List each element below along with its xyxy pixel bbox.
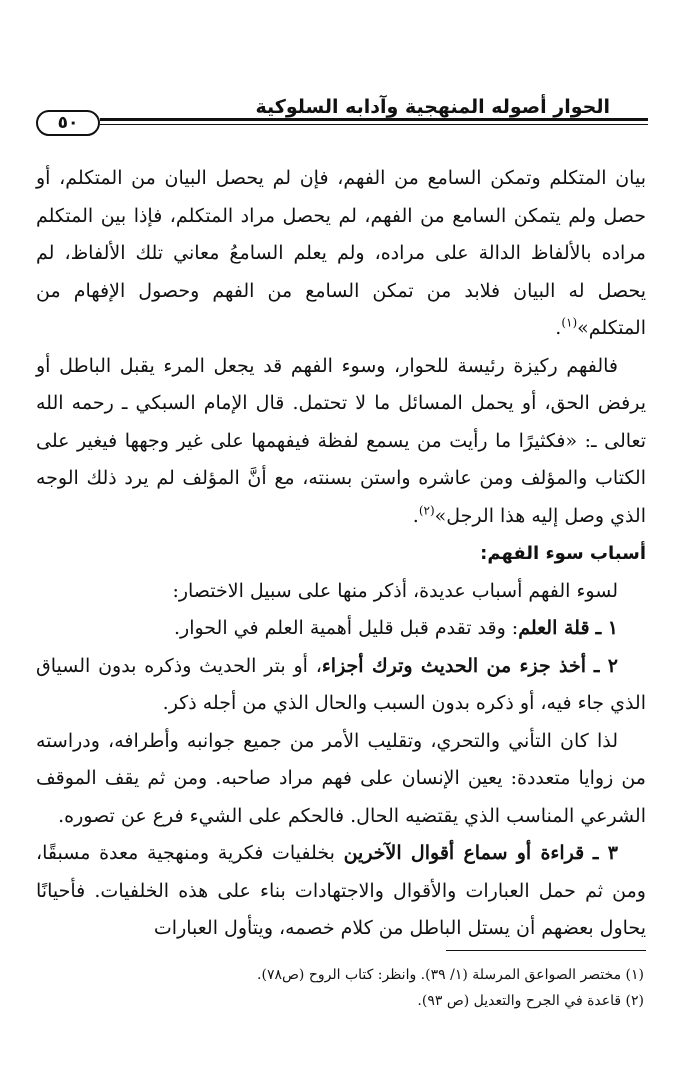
list-item-2-number: ٢ ـ	[593, 654, 619, 677]
main-text	[36, 160, 646, 948]
running-title: الحوار أصوله المنهجية وآدابه السلوكية	[255, 96, 610, 118]
footnote-1: (١) مختصر الصواعق المرسلة (١/ ٣٩). وانظر: كتاب الروح (ص٧٨).	[257, 967, 644, 983]
list-item-3-title: قراءة أو سماع أقوال الآخرين	[343, 842, 585, 864]
paragraph-1-text: بيان المتكلم وتمكن السامع من الفهم، فإن لم يحصل البيان من المتكلم، أو حصل ولم يتمكن السامع من الفهم، لم يحصل مراد المتكلم، فإذا بين المتكلم مراده بالألفاظ الدالة على مراده، ولم يعلم السامعُ معاني تلك الألفاظ، لم يحصل له البيان فلابد من تمكن السامع من الفهم وحصول الإفهام من المتكلم»	[36, 167, 646, 339]
paragraph-1	[36, 160, 646, 348]
section-heading: أسباب سوء الفهم:	[480, 543, 646, 564]
footnote-ref-1: (١)	[561, 315, 578, 330]
list-item-2-title: أخذ جزء من الحديث وترك أجزاء	[321, 654, 587, 677]
footnotes	[38, 962, 644, 1014]
header-rule-thick	[100, 118, 648, 121]
list-item-1-text: : وقد تقدم قبل قليل أهمية العلم في الحوار.	[173, 617, 519, 639]
list-item-3-text: بخلفيات فكرية ومنهجية معدة مسبقًا، ومن ثم حمل العبارات والأقوال والاجتهادات بناء على هذه الخلفيات. فأحيانًا يحاول بعضهم أن يستل الباطل من كلام خصمه، ويتأول العبارات	[36, 842, 646, 939]
paragraph-2	[36, 348, 646, 536]
list-item-1-title: قلة العلم	[518, 617, 590, 639]
page-number: ٥٠	[36, 110, 100, 136]
paragraph-2-text: فالفهم ركيزة رئيسة للحوار، وسوء الفهم قد يجعل المرء يقبل الباطل أو يرفض الحق، أو يحمل المسائل ما لا تحتمل. قال الإمام السبكي ـ رحمه الله تعالى ـ: «فكثيرًا ما رأيت من يسمع لفظة فيفهمها على غير وجهها فيغير على الكتاب والمؤلف ومن عاشره واستن بسنته، مع أنَّ المؤلف لم يرد ذلك الوجه الذي وصل إليه هذا الرجل»	[36, 354, 646, 527]
list-item-1-number: ١ ـ	[595, 617, 618, 639]
list-item-3-number: ٣ ـ	[592, 842, 618, 864]
list-item-2	[36, 648, 646, 723]
footnote-ref-2: (٢)	[418, 503, 435, 518]
page-header	[36, 92, 648, 148]
paragraph-2-end: .	[412, 504, 419, 527]
list-item-2-text: ، أو بتر الحديث وذكره بدون السياق الذي جاء فيه، أو ذكره بدون السبب والحال الذي من أجله ذكر.	[36, 654, 646, 714]
footnote-2: (٢) قاعدة في الجرح والتعديل (ص ٩٣).	[417, 993, 644, 1009]
paragraph-4: لذا كان التأني والتحري، وتقليب الأمر من جميع جوانبه وأطرافه، ودراسته من زوايا متعددة: يعين الإنسان على فهم مراد صاحبه. ومن ثم يقف الموقف الشرعي المناسب الذي يقتضيه الحال. فالحكم على الشيء فرع عن تصوره.	[36, 729, 646, 827]
list-item-1	[36, 610, 646, 648]
paragraph-1-end: .	[555, 317, 562, 339]
footnote-separator	[446, 950, 646, 951]
paragraph-3: لسوء الفهم أسباب عديدة، أذكر منها على سبيل الاختصار:	[172, 579, 618, 602]
list-item-3	[36, 835, 646, 948]
header-rule-thin	[100, 124, 648, 125]
